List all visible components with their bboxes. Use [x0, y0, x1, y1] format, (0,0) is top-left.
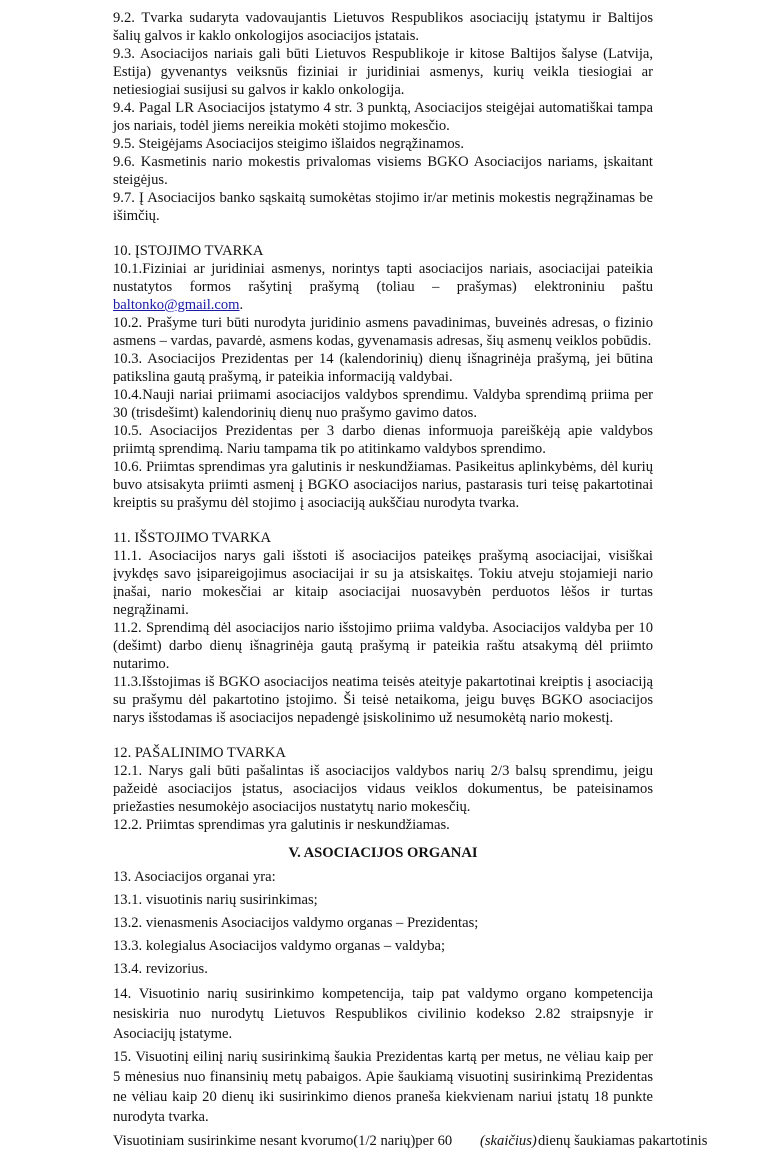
- paragraph-10-4: 10.4.Nauji nariai priimami asociacijos valdybos sprendimu. Valdyba sprendimą priima per 30 (trisdešimt) kalendorinių dienų nuo prašymo gavimo datos.: [113, 387, 653, 421]
- paragraph-11-1: 11.1. Asociacijos narys gali išstoti iš asociacijos pateikęs prašymą asociacijai, visiškai įvykdęs savo įsipareigojimus asociacijai ir su ja atsiskaitęs. Tokiu atveju stojamieji nario įnašai, nario mokesčiai ar kitaip asociacijai nuosavybėn perduotos lėšos ir turtas negrąžinami.: [113, 548, 653, 618]
- number-hint: (skaičius): [480, 1133, 537, 1149]
- quorum-text: Visuotiniam susirinkime nesant kvorumo(1/2 narių)per 60: [113, 1133, 453, 1149]
- section-12: [113, 744, 653, 834]
- paragraph-10-1: [113, 260, 653, 314]
- paragraph-9-6: 9.6. Kasmetinis nario mokestis privalomas visiems BGKO Asociacijos nariams, įskaitant steigėjus.: [113, 154, 653, 188]
- paragraph-10-6: 10.6. Priimtas sprendimas yra galutinis ir neskundžiamas. Pasikeitus aplinkybėms, dėl kurių buvo atsisakyta priimti asmenį į BGKO asociacijos narius, pastarasis turi teisę pakartotinai kreiptis su prašymu dėl stojimo į asociaciją aukščiau nurodyta tvarka.: [113, 459, 653, 511]
- paragraph-10-2: 10.2. Prašyme turi būti nurodyta juridinio asmens pavadinimas, buveinės adresas, o fizinio asmens – vardas, pavardė, asmens kodas, gyvenamasis adresas, šių asmenų veiklos pobūdis.: [113, 315, 653, 349]
- paragraph-15: 15. Visuotinį eilinį narių susirinkimą šaukia Prezidentas kartą per metus, ne vėliau kaip per 5 mėnesius nuo finansinių metų pabaigos. Apie šaukiamą visuotinį susirinkimą Prezidentas ne vėliau kaip 20 dienų iki susirinkimo dienos praneša kiekvienam nariui įstatų 18 punkte nurodyta tvarka.: [113, 1049, 653, 1125]
- paragraph-11-3: 11.3.Išstojimas iš BGKO asociacijos neatima teisės ateityje pakartotinai kreiptis į asociaciją su prašymu dėl pakartotino įstojimo. Ši teisė netaikoma, jeigu buvęs BGKO asociacijos narys išstodamas iš asociacijos nepadengė įsiskolinimo už nesumokėtą nario mokestį.: [113, 674, 653, 726]
- email-link[interactable]: baltonko@gmail.com: [113, 297, 240, 313]
- document-page: [113, 9, 708, 1152]
- chapter-5: [113, 842, 708, 1152]
- paragraph-9-4: 9.4. Pagal LR Asociacijos įstatymo 4 str. 3 punktą, Asociacijos steigėjai automatiškai tampa jos nariais, todėl jiems nereikia mokėti stojimo mokesčio.: [113, 100, 653, 134]
- section-9: [113, 9, 653, 225]
- paragraph-9-2: 9.2. Tvarka sudaryta vadovaujantis Lietuvos Respublikos asociacijų įstatymu ir Baltijos šalių galvos ir kaklo onkologijos asociacijos įstatais.: [113, 10, 653, 44]
- quorum-line: [113, 1130, 708, 1152]
- chapter-heading: V. ASOCIACIJOS ORGANAI: [288, 845, 478, 861]
- section-heading: 12. PAŠALINIMO TVARKA: [113, 745, 286, 761]
- paragraph-9-7: 9.7. Į Asociacijos banko sąskaitą sumokėtas stojimo ir/ar metinis mokestis negrąžinamas be išimčių.: [113, 190, 653, 224]
- organs-list-item: 13.3. kolegialus Asociacijos valdymo organas – valdyba;: [113, 938, 446, 954]
- organs-list-intro: 13. Asociacijos organai yra:: [113, 869, 276, 885]
- section-heading: 11. IŠSTOJIMO TVARKA: [113, 530, 271, 546]
- section-heading: 10. ĮSTOJIMO TVARKA: [113, 243, 264, 259]
- paragraph-14: 14. Visuotinio narių susirinkimo kompetencija, taip pat valdymo organo kompetencija nesiskiria nuo nurodytų Lietuvos Respublikos civilinio kodekso 2.82 straipsnyje ir Asociacijų įstatyme.: [113, 986, 653, 1042]
- paragraph-text: .: [239, 297, 244, 313]
- paragraph-10-5: 10.5. Asociacijos Prezidentas per 3 darbo dienas informuoja pareiškėją apie valdybos priimtą sprendimą. Nariu tampama tik po atitinkamo valdybos sprendimo.: [113, 423, 653, 457]
- paragraph-12-2: 12.2. Priimtas sprendimas yra galutinis ir neskundžiamas.: [113, 817, 450, 833]
- section-11: [113, 529, 653, 727]
- organs-list-item: 13.1. visuotinis narių susirinkimas;: [113, 892, 318, 908]
- paragraph-text: 10.1.Fiziniai ar juridiniai asmenys, norintys tapti asociacijos nariais, asociacijai pateikia nustatytos formos rašytinį prašymą (toliau – prašymas) elektroniniu paštu: [113, 261, 653, 295]
- paragraph-11-2: 11.2. Sprendimą dėl asociacijos nario išstojimo priima valdyba. Asociacijos valdyba per 10 (dešimt) darbo dienų išnagrinėja gautą prašymą ir pateikia raštu atsakymą dėl priimto nutarimo.: [113, 620, 653, 672]
- paragraph-10-3: 10.3. Asociacijos Prezidentas per 14 (kalendorinių) dienų išnagrinėja prašymą, jei būtina patikslina gautą prašymą, ir pateikia informaciją valdybai.: [113, 351, 653, 385]
- paragraph-9-5: 9.5. Steigėjams Asociacijos steigimo išlaidos negrąžinamos.: [113, 136, 465, 152]
- paragraph-9-3: 9.3. Asociacijos nariais gali būti Lietuvos Respublikoje ir kitose Baltijos šalyse (Latvija, Estija) gyvenantys veiksnūs fiziniai ir juridiniai asmenys, kurių veikla tiesiogiai ar netiesiogiai susijusi su galvos ir kaklo onkologija.: [113, 46, 653, 98]
- paragraph-12-1: 12.1. Narys gali būti pašalintas iš asociacijos valdybos narių 2/3 balsų sprendimu, jeigu pažeidė asociacijos įstatus, asociacijos vidaus veiklos dokumentus, be pateisinamos priežasties nesumokėjo asociacijos nustatytų nario mokesčių.: [113, 763, 653, 815]
- organs-list-item: 13.2. vienasmenis Asociacijos valdymo organas – Prezidentas;: [113, 915, 479, 931]
- quorum-text-end: dienų šaukiamas pakartotinis: [538, 1133, 708, 1149]
- section-10: [113, 242, 653, 512]
- organs-list-item: 13.4. revizorius.: [113, 961, 208, 977]
